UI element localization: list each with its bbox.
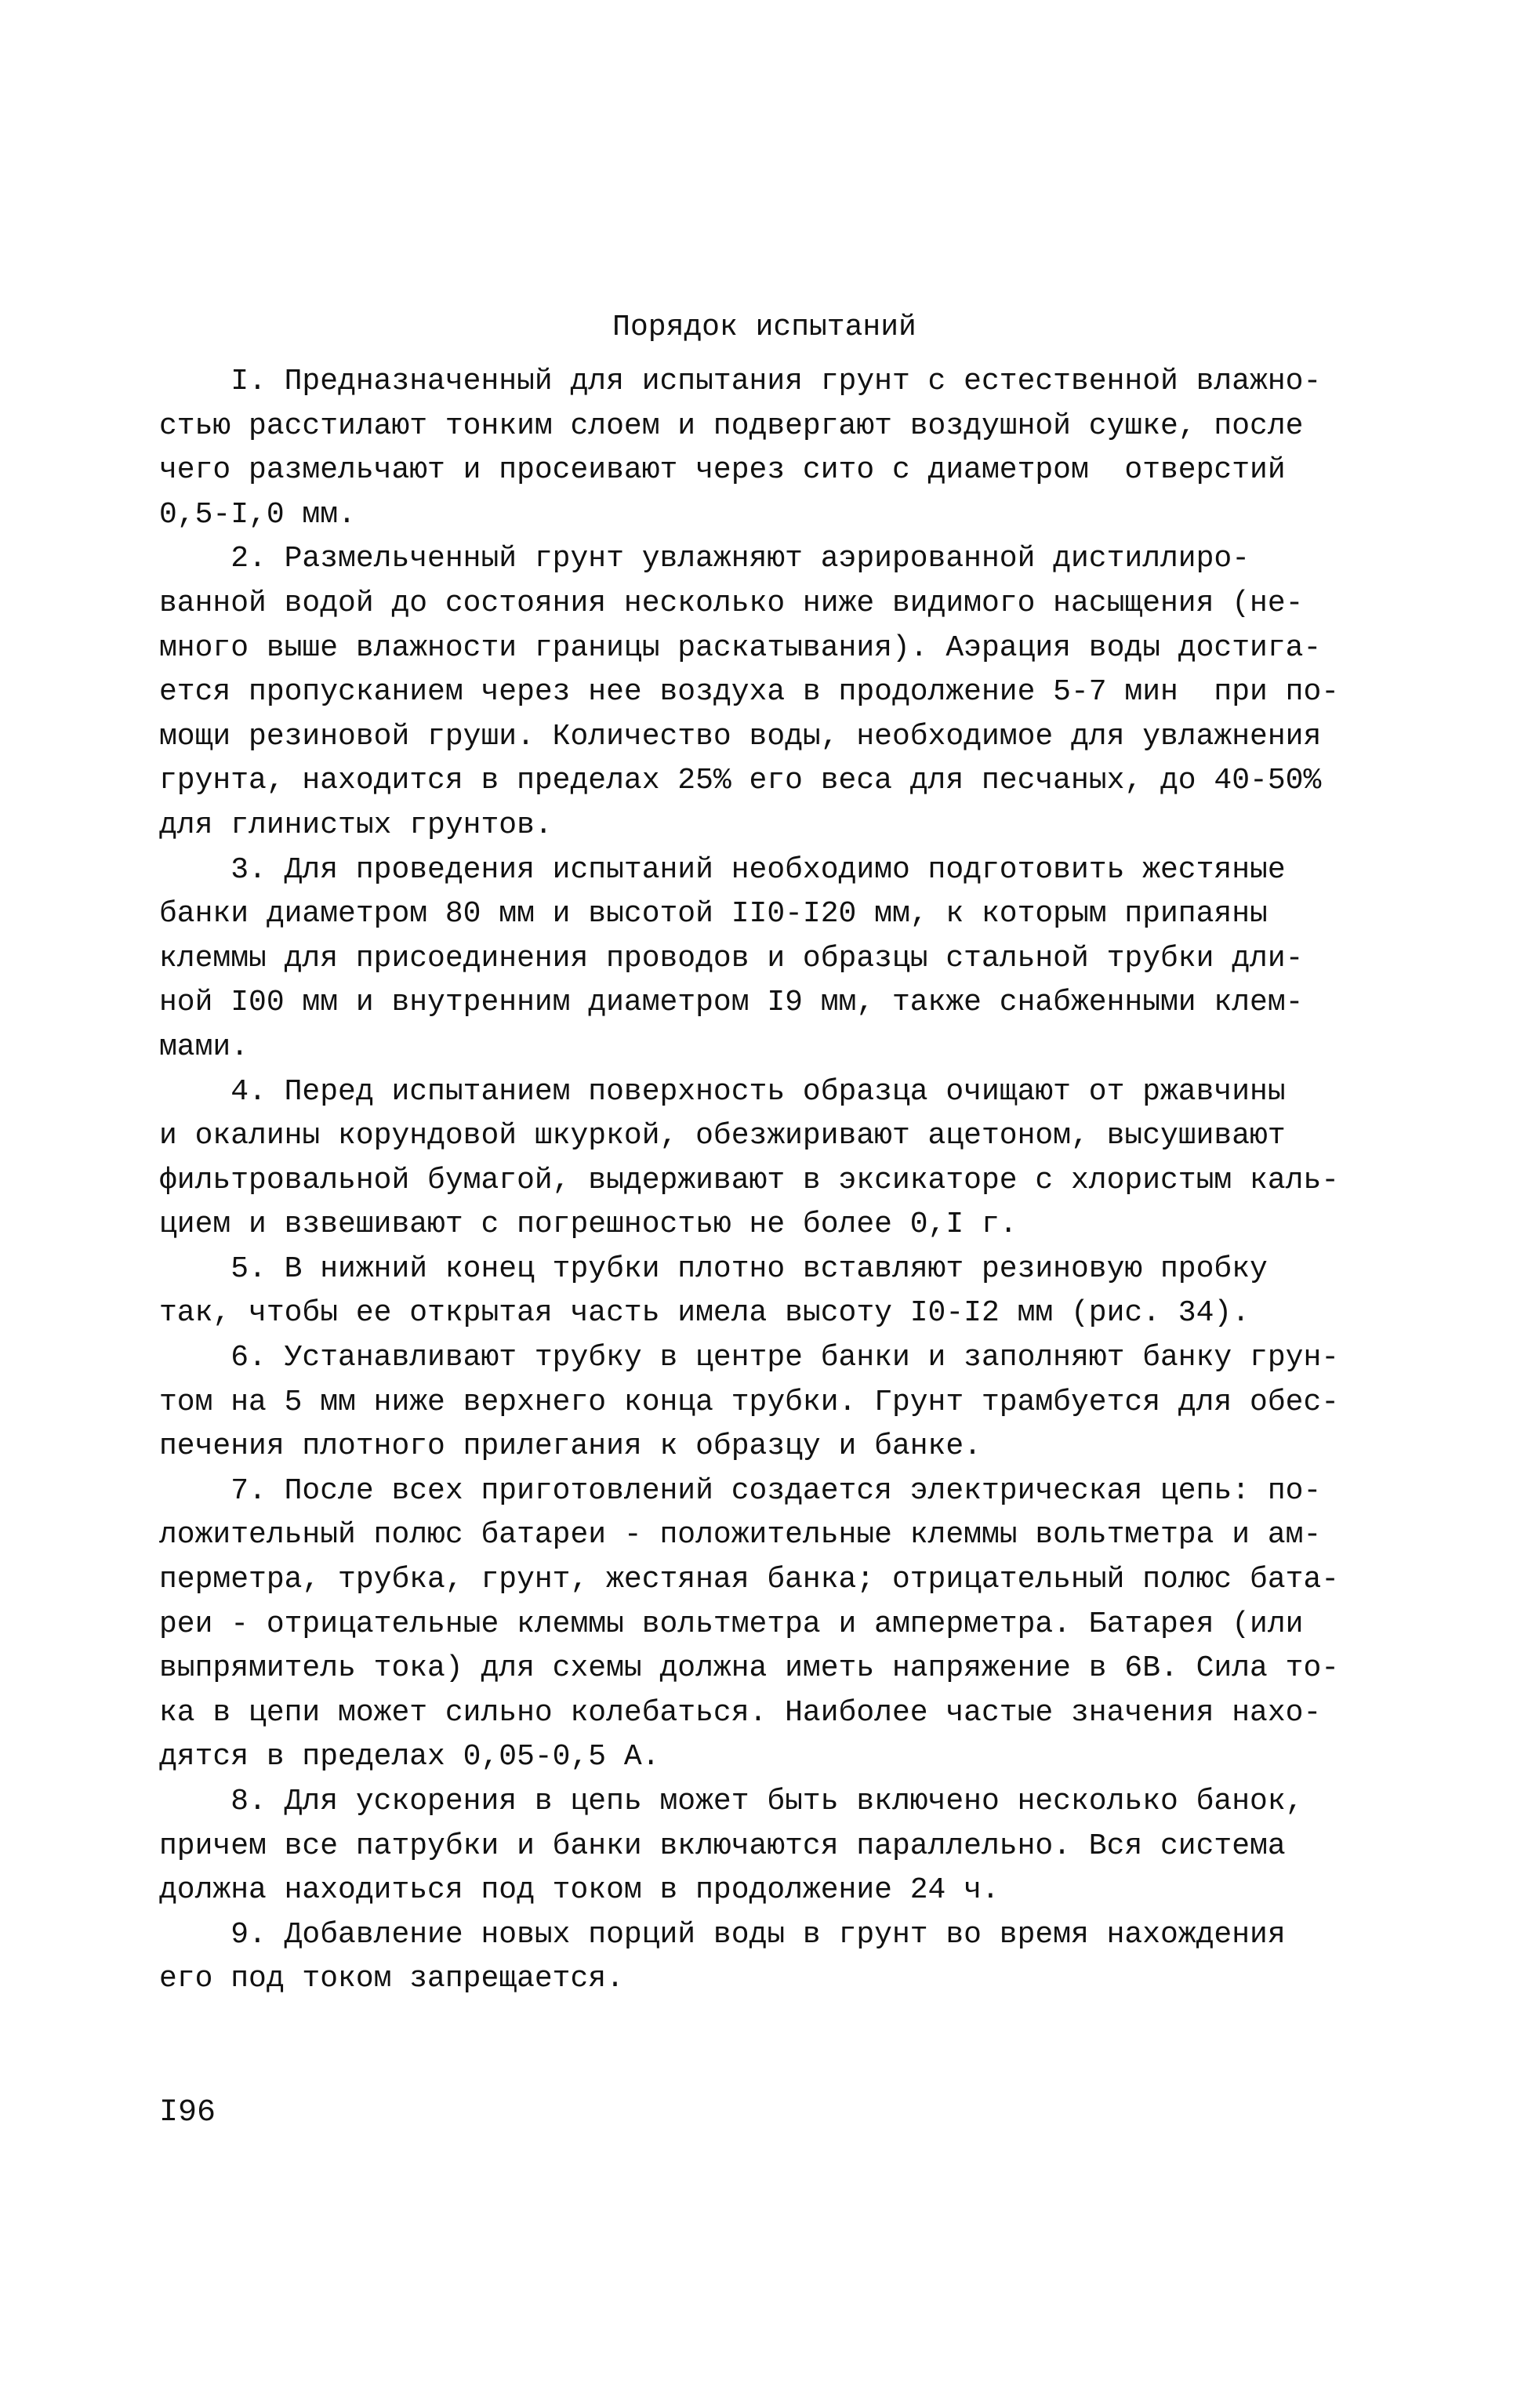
text-line: 8. Для ускорения в цепь может быть включено несколько банок,	[159, 1785, 1304, 1818]
text-line: печения плотного прилегания к образцу и банке.	[159, 1429, 982, 1464]
text-line: ка в цепи может сильно колебаться. Наиболее частые значения нахо-	[159, 1695, 1322, 1730]
text-line: 0,5-I,0 мм.	[159, 497, 356, 532]
text-line: 9. Добавление новых порций воды в грунт во время нахождения	[159, 1917, 1286, 1952]
text-line: фильтровальной бумагой, выдерживают в эксикаторе с хлористым каль-	[159, 1163, 1340, 1197]
text-line: мами.	[159, 1030, 249, 1064]
paragraph-1	[159, 360, 1374, 537]
text-line: 3. Для проведения испытаний необходимо подготовить жестяные	[159, 852, 1286, 887]
paragraph-7	[159, 1469, 1374, 1780]
text-line: для глинистых грунтов.	[159, 808, 553, 842]
paragraph-9	[159, 1913, 1374, 2002]
paragraph-4	[159, 1070, 1374, 1248]
text-line: 2. Размельченный грунт увлажняют аэрированной дистиллиро-	[159, 542, 1250, 576]
text-line: ложительный полюс батареи - положительные клеммы вольтметра и ам-	[159, 1518, 1322, 1553]
text-line: выпрямитель тока) для схемы должна иметь напряжение в 6В. Сила то-	[159, 1651, 1340, 1686]
text-line: ной I00 мм и внутренним диаметром I9 мм, также снабженными клем-	[159, 986, 1304, 1020]
paragraph-5	[159, 1248, 1374, 1336]
text-line: мощи резиновой груши. Количество воды, необходимое для увлажнения	[159, 719, 1322, 754]
text-line: причем все патрубки и банки включаются параллельно. Вся система	[159, 1829, 1286, 1863]
text-line: много выше влажности границы раскатывания). Аэрация воды достига-	[159, 630, 1322, 665]
text-line: I. Предназначенный для испытания грунт с естественной влажно-	[159, 365, 1322, 398]
text-line: цием и взвешивают с погрешностью не более 0,I г.	[159, 1208, 1018, 1242]
text-line: ванной водой до состояния несколько ниже видимого насыщения (не-	[159, 586, 1304, 620]
paragraph-2	[159, 537, 1374, 848]
text-line: 5. В нижний конец трубки плотно вставляют резиновую пробку	[159, 1251, 1268, 1286]
body-text	[159, 360, 1374, 2002]
page-number: I96	[159, 2095, 216, 2130]
paragraph-8	[159, 1780, 1374, 1913]
text-line: так, чтобы ее открытая часть имела высоту I0-I2 мм (рис. 34).	[159, 1296, 1250, 1331]
text-line: и окалины корундовой шкуркой, обезжиривают ацетоном, высушивают	[159, 1119, 1286, 1153]
text-line: том на 5 мм ниже верхнего конца трубки. Грунт трамбуется для обес-	[159, 1385, 1340, 1419]
text-line: стью расстилают тонким слоем и подвергают воздушной сушке, после	[159, 409, 1304, 443]
text-line: банки диаметром 80 мм и высотой II0-I20 мм, к которым припаяны	[159, 897, 1268, 932]
text-line: грунта, находится в пределах 25% его веса для песчаных, до 40-50%	[159, 764, 1322, 798]
section-title: Порядок испытаний	[612, 311, 916, 344]
text-line: 7. После всех приготовлений создается электрическая цепь: по-	[159, 1473, 1322, 1508]
text-line: клеммы для присоединения проводов и образцы стальной трубки дли-	[159, 941, 1304, 975]
text-line: чего размельчают и просеивают через сито с диаметром отверстий	[159, 453, 1286, 488]
text-line: 6. Устанавливают трубку в центре банки и заполняют банку грун-	[159, 1341, 1340, 1375]
text-line: дятся в пределах 0,05-0,5 А.	[159, 1740, 660, 1774]
paragraph-3	[159, 848, 1374, 1070]
text-line: перметра, трубка, грунт, жестяная банка; отрицательный полюс бата-	[159, 1563, 1340, 1597]
text-line: реи - отрицательные клеммы вольтметра и амперметра. Батарея (или	[159, 1607, 1304, 1641]
text-line: должна находиться под током в продолжение 24 ч.	[159, 1873, 1000, 1908]
text-line: его под током запрещается.	[159, 1962, 624, 1996]
text-line: 4. Перед испытанием поверхность образца очищают от ржавчины	[159, 1074, 1286, 1109]
paragraph-6	[159, 1336, 1374, 1469]
text-line: ется пропусканием через нее воздуха в продолжение 5-7 мин при по-	[159, 675, 1340, 710]
